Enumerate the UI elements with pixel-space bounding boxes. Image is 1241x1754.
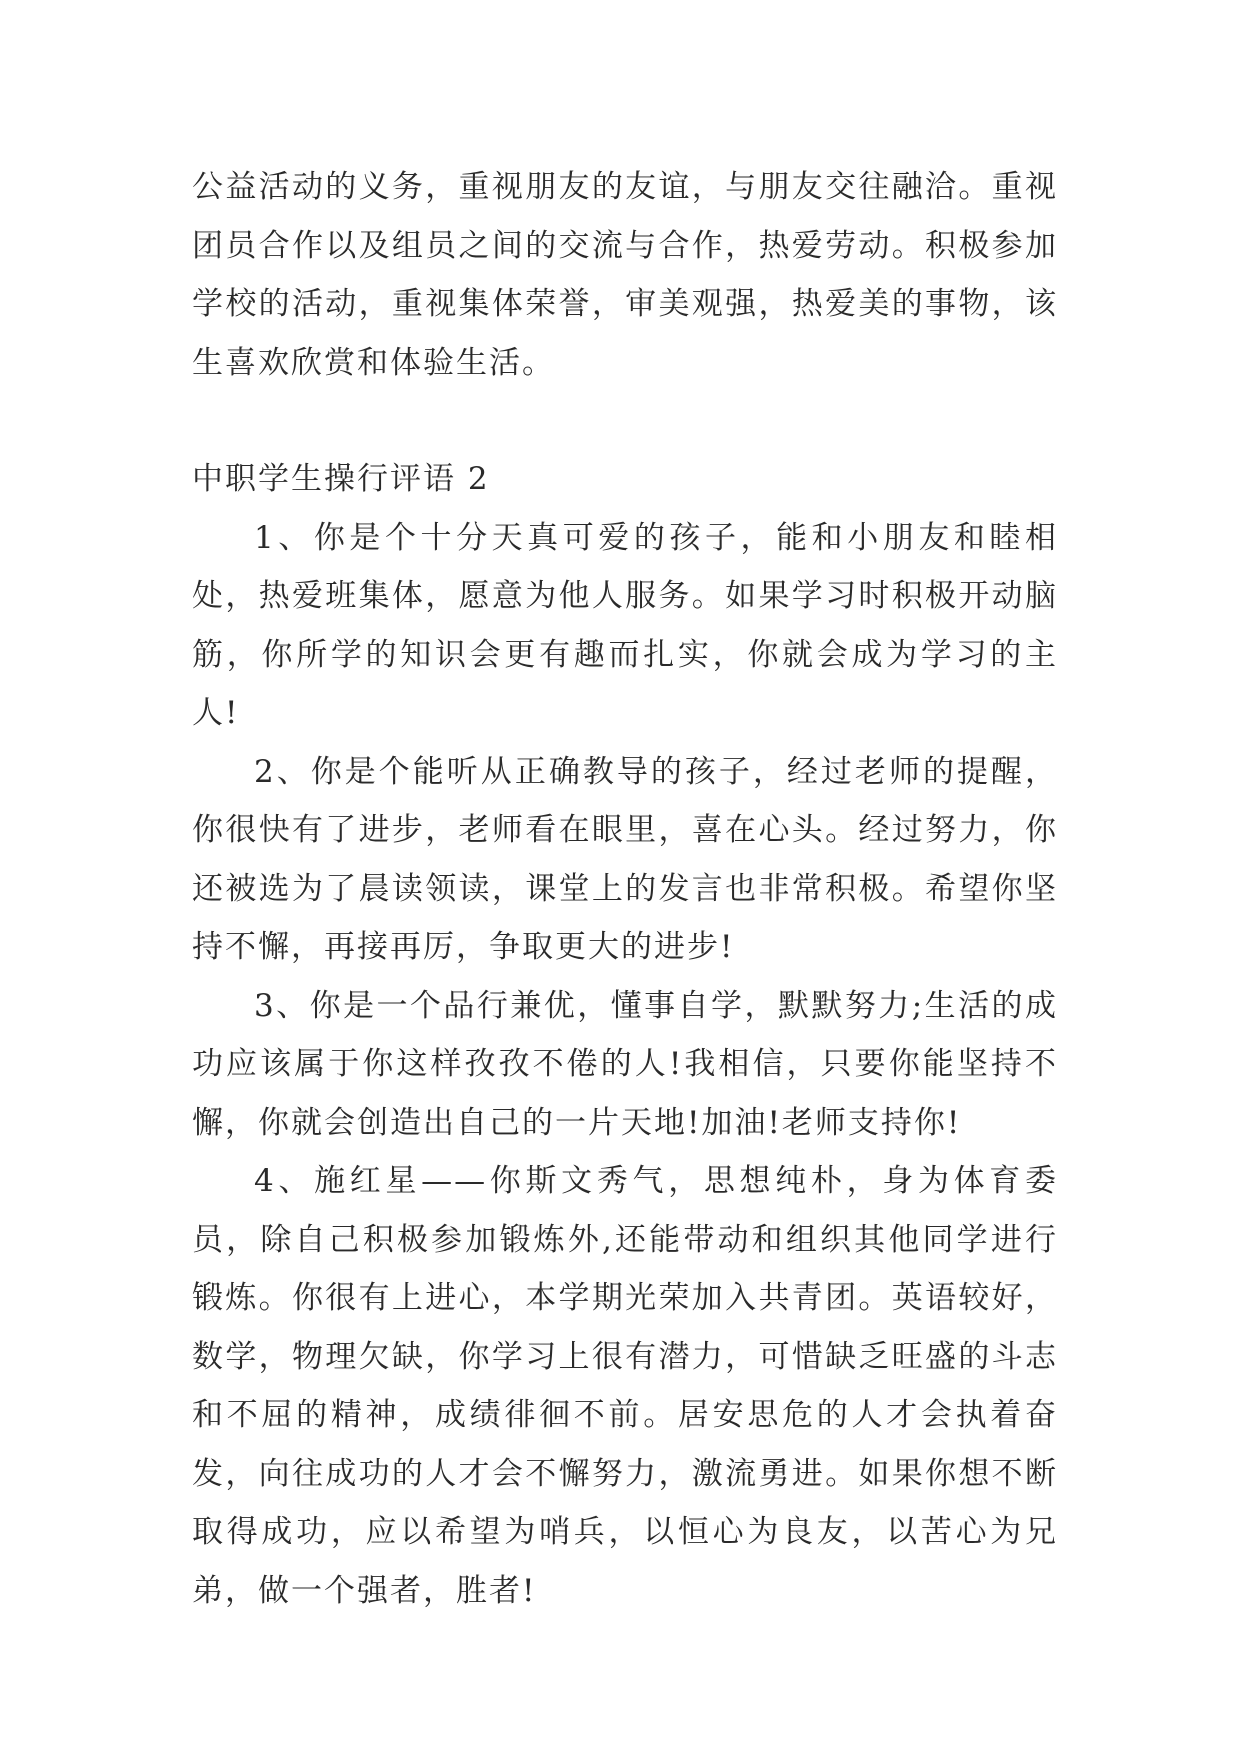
comment-item-4: 4、施红星——你斯文秀气，思想纯朴，身为体育委员，除自己积极参加锻炼外,还能带动和组织其他同学进行锻炼。你很有上进心，本学期光荣加入共青团。英语较好，数学，物理欠缺，你学习上很有潜力，可惜缺乏旺盛的斗志和不屈的精神，成绩徘徊不前。居安思危的人才会执着奋发，向往成功的人才会不懈努力，激流勇进。如果你想不断取得成功，应以希望为哨兵，以恒心为良友，以苦心为兄弟，做一个强者，胜者!: [192, 1163, 1058, 1609]
document-body: [192, 158, 1058, 1620]
comment-item-1: 1、你是个十分天真可爱的孩子，能和小朋友和睦相处，热爱班集体，愿意为他人服务。如果学习时积极开动脑筋，你所学的知识会更有趣而扎实，你就会成为学习的主人!: [192, 519, 1058, 731]
comment-item-2: 2、你是个能听从正确教导的孩子，经过老师的提醒，你很快有了进步，老师看在眼里，喜在心头。经过努力，你还被选为了晨读领读，课堂上的发言也非常积极。希望你坚持不懈，再接再厉，争取更大的进步!: [192, 753, 1058, 965]
section-title: 中职学生操行评语 2: [192, 461, 490, 497]
intro-paragraph: 公益活动的义务，重视朋友的友谊，与朋友交往融洽。重视团员合作以及组员之间的交流与合作，热爱劳动。积极参加学校的活动，重视集体荣誉，审美观强，热爱美的事物，该生喜欢欣赏和体验生活。: [192, 169, 1058, 381]
comment-item-3: 3、你是一个品行兼优，懂事自学，默默努力;生活的成功应该属于你这样孜孜不倦的人!我相信，只要你能坚持不懈，你就会创造出自己的一片天地!加油!老师支持你!: [192, 987, 1058, 1141]
